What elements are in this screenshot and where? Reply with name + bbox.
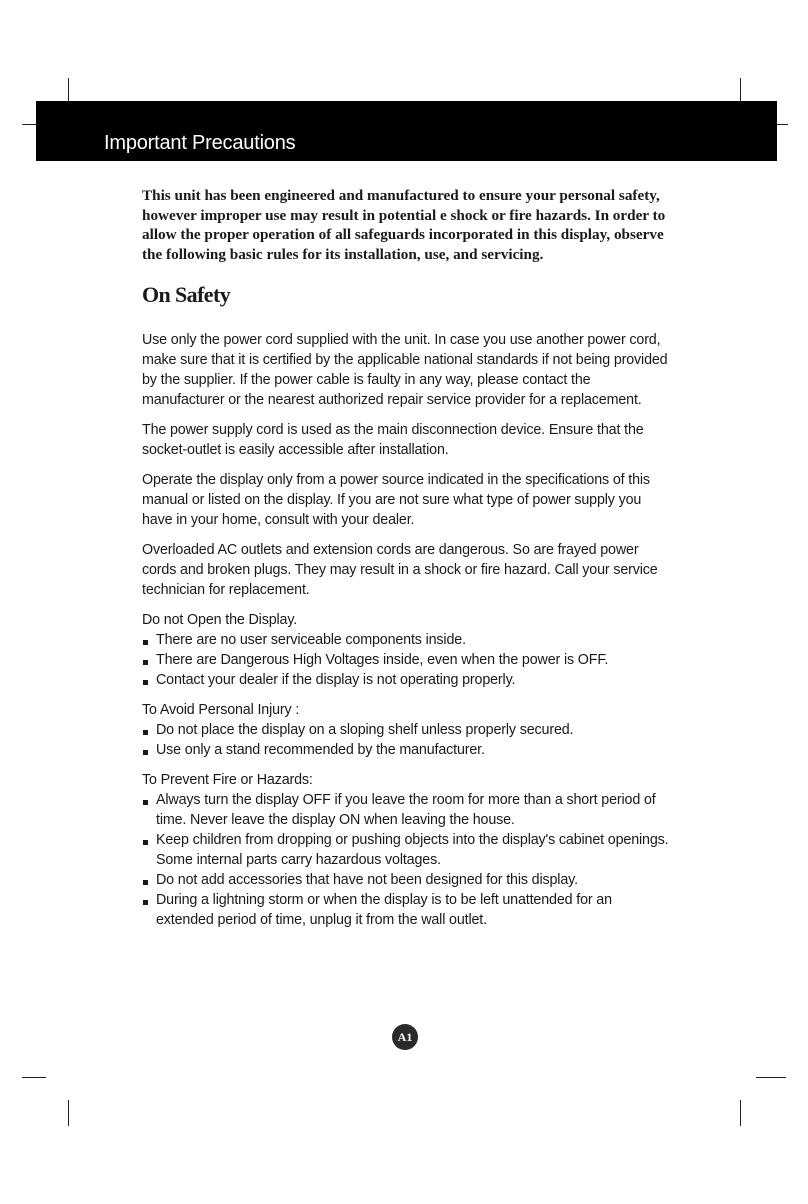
page-title: Important Precautions (104, 132, 296, 154)
precaution-group (142, 700, 672, 760)
section-title: On Safety (142, 282, 231, 307)
group-heading: To Prevent Fire or Hazards: (142, 772, 313, 788)
intro-paragraph: This unit has been engineered and manufactured to ensure your personal safety, however improper use may result in potential e shock or fire hazards. In order to allow the proper operation of all safeguards incorporated in this display, observe the following basic rules for its installation, use, and servicing. (142, 187, 666, 263)
bullet-icon (143, 660, 148, 665)
list-item (142, 720, 672, 740)
bullet-list (142, 720, 672, 760)
paragraph: The power supply cord is used as the main disconnection device. Ensure that the socket-outlet is easily accessible after installation. (142, 422, 644, 458)
paragraph: Operate the display only from a power source indicated in the specifications of this manual or listed on the display. If you are not sure what type of power supply you have in your home, consult with your dealer. (142, 472, 650, 528)
list-item-text: Do not place the display on a sloping shelf unless properly secured. (156, 722, 574, 738)
list-item-text: Keep children from dropping or pushing objects into the display's cabinet openings. Some internal parts carry hazardous voltages. (156, 832, 669, 868)
list-item (142, 870, 672, 890)
bullet-icon (143, 730, 148, 735)
header-bar (36, 101, 777, 161)
bullet-icon (143, 880, 148, 885)
list-item (142, 650, 672, 670)
list-item (142, 830, 672, 870)
crop-mark-bottom-left (68, 1100, 69, 1126)
bullet-icon (143, 900, 148, 905)
bullet-list (142, 790, 672, 930)
group-heading: Do not Open the Display. (142, 612, 298, 628)
list-item-text: Contact your dealer if the display is not operating properly. (156, 672, 516, 688)
list-item (142, 670, 672, 690)
bullet-icon (143, 840, 148, 845)
precaution-group (142, 610, 672, 690)
paragraph: Overloaded AC outlets and extension cords are dangerous. So are frayed power cords and broken plugs. They may result in a shock or fire hazard. Call your service technician for replacement. (142, 542, 658, 598)
crop-mark-left-bottom (22, 1077, 46, 1078)
paragraph: Use only the power cord supplied with the unit. In case you use another power cord, make sure that it is certified by the applicable national standards if not being provided by the supplier. If the power cable is faulty in any way, please contact the manufacturer or the nearest authorized repair service provider for a replacement. (142, 332, 668, 408)
list-item-text: There are no user serviceable components inside. (156, 632, 466, 648)
list-item-text: Use only a stand recommended by the manufacturer. (156, 742, 485, 758)
crop-mark-bottom-right (740, 1100, 741, 1126)
list-item (142, 630, 672, 650)
list-item (142, 890, 672, 930)
list-item (142, 790, 672, 830)
precaution-group (142, 770, 672, 930)
list-item-text: During a lightning storm or when the display is to be left unattended for an extended period of time, unplug it from the wall outlet. (156, 892, 612, 928)
bullet-icon (143, 750, 148, 755)
bullet-icon (143, 640, 148, 645)
list-item-text: Do not add accessories that have not been designed for this display. (156, 872, 578, 888)
main-content (142, 186, 672, 930)
bullet-list (142, 630, 672, 690)
bullet-icon (143, 800, 148, 805)
list-item-text: There are Dangerous High Voltages inside, even when the power is OFF. (156, 652, 609, 668)
page-number-badge: A1 (392, 1024, 418, 1050)
group-heading: To Avoid Personal Injury : (142, 702, 300, 718)
bullet-icon (143, 680, 148, 685)
crop-mark-right-bottom (756, 1077, 786, 1078)
list-item-text: Always turn the display OFF if you leave the room for more than a short period of time. Never leave the display ON when leaving the house. (156, 792, 656, 828)
list-item (142, 740, 672, 760)
